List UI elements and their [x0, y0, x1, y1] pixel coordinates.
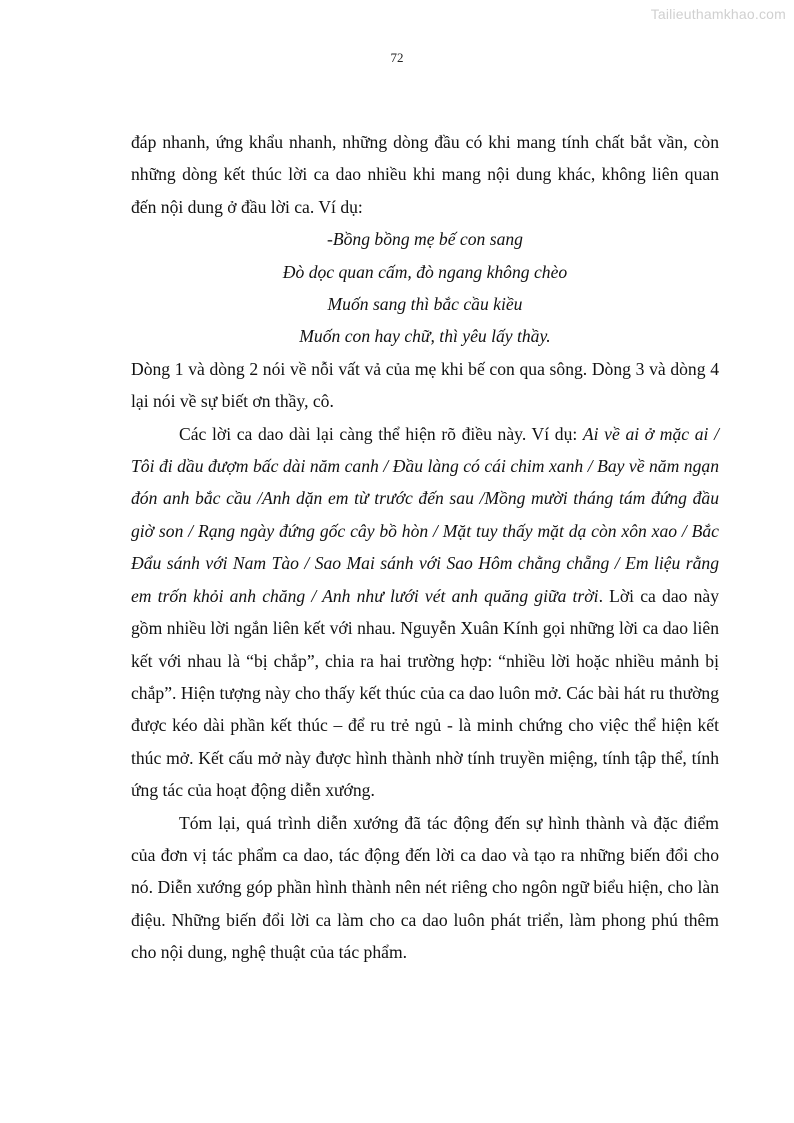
page-number: 72 — [390, 50, 404, 65]
paragraph-4: Tóm lại, quá trình diễn xướng đã tác động đến sự hình thành và đặc điểm của đơn vị tác phẩm ca dao, tác động đến lời ca dao và tạo ra những biến đổi cho nó. Diễn xướng góp phần hình thành nên nét riêng cho ngôn ngữ biểu hiện, cho làn điệu. Những biến đổi lời ca làm cho ca dao luôn phát triển, làm phong phú thêm cho nội dung, nghệ thuật của tác phẩm. — [131, 812, 719, 963]
verse-line-4: Muốn con hay chữ, thì yêu lấy thầy. — [299, 326, 551, 347]
paragraph-3-quote: Ai về ai ở mặc ai / Tôi đi dầu đượm bấc dài năm canh / Đầu làng có cái chim xanh / Bay về năm ngạn đón anh bắc cầu /Anh dặn em từ trước đến sau /Mồng mười tháng tám đứng đầu giờ son / Rạng ngày đứng gốc cây bồ hòn / Mặt tuy thấy mặt dạ còn xôn xao / Bắc Đẩu sánh với Nam Tào / Sao Mai sánh với Sao Hôm chằng chẵng / Em liệu rằng em trốn khỏi anh chăng / Anh như lưới vét anh quăng giữa trời — [131, 423, 719, 606]
paragraph-3-intro: Các lời ca dao dài lại càng thể hiện rõ điều này. Ví dụ: — [179, 423, 583, 444]
verse-line-2: Đò dọc quan cấm, đò ngang không chèo — [282, 261, 568, 282]
paragraph-3 — [131, 418, 719, 807]
paragraph-3-rest: . Lời ca dao này gồm nhiều lời ngắn liên kết với nhau. Nguyễn Xuân Kính gọi những lời ca dao liên kết với nhau là “bị chắp”, chia ra hai trường hợp: “nhiều lời hoặc nhiều mảnh bị chắp”. Hiện tượng này cho thấy kết thúc của ca dao luôn mở. Các bài hát ru thường được kéo dài phần kết thúc – để ru trẻ ngủ - là minh chứng cho việc thể hiện kết thúc mở. Kết cấu mở này được hình thành nhờ tính truyền miệng, tính tập thể, tính ứng tác của hoạt động diễn xướng. — [131, 585, 719, 801]
paragraph-2: Dòng 1 và dòng 2 nói về nỗi vất vả của mẹ khi bế con qua sông. Dòng 3 và dòng 4 lại nói về sự biết ơn thầy, cô. — [131, 358, 719, 412]
body-text — [131, 126, 719, 969]
verse-block — [131, 223, 719, 353]
watermark: Tailieuthamkhao.com — [650, 6, 786, 22]
verse-line-3: Muốn sang thì bắc cầu kiều — [327, 294, 523, 315]
paragraph-1: đáp nhanh, ứng khẩu nhanh, những dòng đầu có khi mang tính chất bắt vần, còn những dòng kết thúc lời ca dao nhiều khi mang nội dung khác, không liên quan đến nội dung ở đầu lời ca. Ví dụ: — [131, 132, 719, 217]
verse-line-1: -Bồng bồng mẹ bế con sang — [327, 229, 523, 250]
